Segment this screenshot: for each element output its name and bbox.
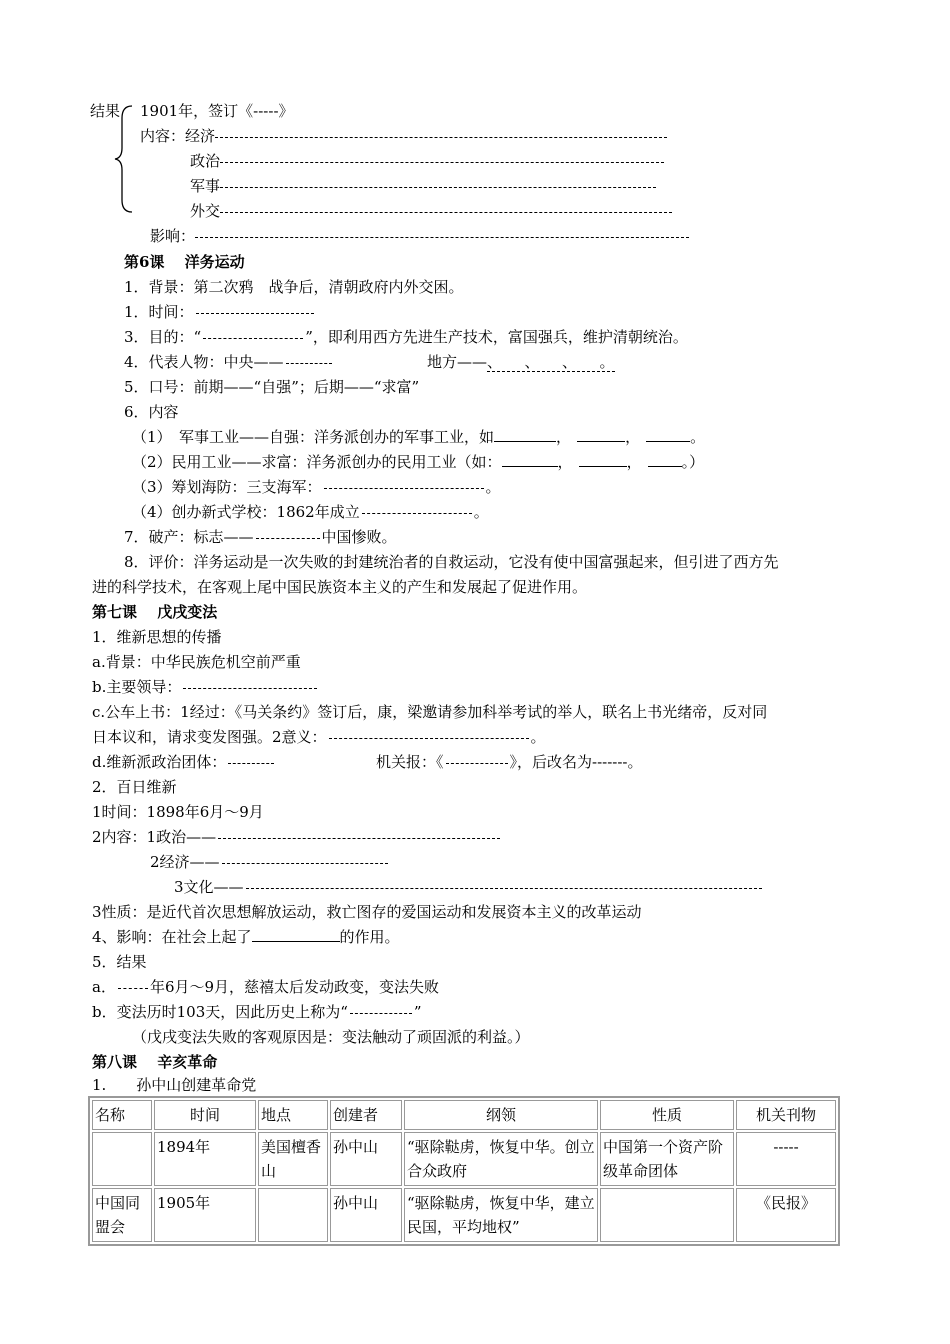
lesson7-petition-1: c.公车上书：1经过：《马关条约》签订后，康，梁邀请参加科举考试的举人，联名上书光绪帝，反对同 [92, 703, 768, 721]
petition-end: 。 [530, 728, 546, 746]
header-cell: 性质 [600, 1100, 734, 1130]
lesson7-petition-2 [92, 726, 546, 748]
lesson7-influence [92, 926, 400, 948]
leaders-label: b.主要领导： [92, 678, 182, 696]
header-cell: 地点 [258, 1100, 328, 1130]
petition-meaning-label: 日本议和，请求变发图强。2意义： [92, 728, 327, 746]
header-cell: 纲领 [404, 1100, 598, 1130]
table-cell: “驱除鞑虏，恢复中华，建立民国，平均地权” [404, 1188, 598, 1242]
purpose-label: 3．目的：“ [124, 328, 202, 346]
table-header-row [92, 1100, 836, 1130]
civ-blank-3 [648, 452, 682, 467]
influence-dash [195, 237, 689, 238]
reform-culture-blank [246, 888, 762, 889]
lesson7-nature: 3性质：是近代首次思想解放运动，救亡图存的爱国运动和发展资本主义的改革运动 [92, 903, 642, 921]
table-row [92, 1188, 836, 1242]
reform-culture-label: 3文化—— [174, 878, 244, 896]
lesson7-title: 第七课 戊戌变法 [92, 603, 218, 621]
mil-sep-2: ， [625, 428, 641, 446]
navy-end: 。 [485, 478, 501, 496]
table-cell: 孙中山 [330, 1188, 402, 1242]
school-label: （4）创办新式学校：1862年成立 [132, 503, 360, 521]
lesson7-newspaper [376, 751, 643, 773]
lesson6-content: 6．内容 [124, 403, 179, 421]
lesson7-s1: 1．维新思想的传播 [92, 628, 222, 646]
lesson6-background: 1．背景：第二次鸦 战争后，清朝政府内外交困。 [124, 278, 464, 296]
groups-blank [228, 763, 274, 764]
diplomacy-label: 外交 [190, 202, 221, 220]
civ-ind-label: （2）民用工业——求富：洋务派创办的民用工业（如： [132, 453, 502, 471]
table-row [92, 1132, 836, 1186]
table-cell: “驱除鞑虏，恢复中华。创立合众政府 [404, 1132, 598, 1186]
newspaper-label: 机关报：《 [376, 753, 444, 771]
lesson7-note: （戊戌变法失败的客观原因是：变法触动了顽固派的利益。） [132, 1028, 530, 1046]
lesson7-background: a.背景：中华民族危机空前严重 [92, 653, 301, 671]
lesson7-leaders [92, 676, 319, 698]
lesson6-eval-1: 8．评价：洋务运动是一次失败的封建统治者的自救运动，它没有使中国富强起来，但引进了西方先 [124, 553, 779, 571]
content-military-industry [132, 426, 705, 448]
reform-economy-blank [222, 863, 388, 864]
mil-blank-3 [646, 427, 690, 442]
mil-end: 。 [690, 428, 706, 446]
influence7-text: 的作用。 [339, 928, 400, 946]
table-cell: 1894年 [154, 1132, 256, 1186]
result-b-label: b．变法历时103天，因此历史上称为“ [92, 1003, 348, 1021]
reform-politics-label: 2内容：1政治—— [92, 828, 217, 846]
politics-label: 政治 [190, 152, 221, 170]
result-a-blank [118, 988, 148, 989]
petition-meaning-blank [329, 738, 529, 739]
content-diplomacy [190, 200, 672, 222]
diplomacy-dash [220, 212, 672, 213]
table-cell [600, 1188, 734, 1242]
influence7-label: 4、影响：在社会上起了 [92, 928, 252, 946]
reform-politics-blank [218, 838, 500, 839]
groups-label: d.维新派政治团体： [92, 753, 227, 771]
reform-culture [174, 876, 764, 898]
leaders-blank [183, 688, 317, 689]
table-cell: 中国第一个资产阶级革命团体 [600, 1132, 734, 1186]
politics-dash [220, 162, 664, 163]
content-civil-industry [132, 451, 704, 473]
people-local-blanks: 、 、 、 。 [487, 353, 615, 371]
result-b-blank [350, 1013, 412, 1014]
navy-label: （3）筹划海防：三支海军： [132, 478, 322, 496]
lesson7-s2: 2．百日维新 [92, 778, 177, 796]
header-cell: 名称 [92, 1100, 152, 1130]
economy-label: 内容：经济 [140, 127, 216, 145]
lesson6-eval-2: 进的科学技术，在客观上尾中国民族资本主义的产生和发展起了促进作用。 [92, 578, 588, 596]
lesson7-result-b [92, 1001, 422, 1023]
mil-ind-label: （1） 军事工业——自强：洋务派创办的军事工业，如 [132, 428, 495, 446]
content-school [132, 501, 489, 523]
lesson6-purpose [124, 326, 688, 348]
reform-economy [150, 851, 390, 873]
result-a-text: 年6月～9月，慈禧太后发动政变，变法失败 [149, 978, 440, 996]
time-blank [196, 313, 314, 314]
military-dash [220, 187, 656, 188]
content-economy [140, 125, 667, 147]
header-cell: 时间 [154, 1100, 256, 1130]
people-central-blank [286, 363, 332, 364]
lesson6-slogan: 5．口号：前期——“自强”；后期——“求富” [124, 378, 420, 396]
military-label: 军事 [190, 177, 221, 195]
school-end: 。 [473, 503, 489, 521]
mil-blank-1 [494, 427, 556, 442]
bankrupt-blank [256, 538, 320, 539]
civ-sep-2: ， [626, 453, 642, 471]
table-cell [92, 1132, 152, 1186]
newspaper-rename: 》，后改名为-------。 [509, 753, 643, 771]
header-cell: 机关刊物 [736, 1100, 836, 1130]
table-cell: 《民报》 [736, 1188, 836, 1242]
reform-politics [92, 826, 502, 848]
result-a-label: a． [92, 978, 116, 996]
civ-end: 。） [681, 453, 705, 471]
lesson8-s1: 1. 孙中山创建革命党 [92, 1076, 257, 1094]
civ-blank-2 [579, 452, 627, 467]
people-central-label: 4．代表人物：中央—— [124, 353, 284, 371]
bankrupt-label: 7．破产：标志—— [124, 528, 254, 546]
purpose-text: ”，即利用西方先进生产技术，富国强兵，维护清朝统治。 [305, 328, 688, 346]
influence7-blank [252, 927, 340, 942]
result-b-end: ” [413, 1003, 422, 1021]
content-military [190, 175, 656, 197]
civ-sep-1: ， [557, 453, 573, 471]
economy-dash [215, 137, 667, 138]
lesson7-result-a [92, 976, 439, 998]
content-navy [132, 476, 501, 498]
lesson7-groups [92, 751, 276, 773]
school-blank [362, 513, 472, 514]
time-label: 1．时间： [124, 303, 194, 321]
lesson6-bankrupt [124, 526, 397, 548]
purpose-blank [203, 338, 303, 339]
lesson6-people-local [427, 351, 615, 373]
lesson6-title: 第6课 洋务运动 [124, 253, 245, 271]
reform-economy-label: 2经济—— [150, 853, 220, 871]
table-cell: 1905年 [154, 1188, 256, 1242]
brace-icon [114, 104, 136, 214]
header-cell: 创建者 [330, 1100, 402, 1130]
table-cell: 孙中山 [330, 1132, 402, 1186]
mil-blank-2 [577, 427, 625, 442]
table-cell [258, 1188, 328, 1242]
influence-line [150, 225, 689, 247]
newspaper-blank [446, 763, 508, 764]
civ-blank-1 [502, 452, 558, 467]
lesson6-people [124, 351, 334, 373]
lesson8-title: 第八课 辛亥革命 [92, 1053, 218, 1071]
lesson7-s5: 5．结果 [92, 953, 147, 971]
people-local-label: 地方—— [427, 353, 488, 371]
result-label: 结果 [90, 102, 121, 120]
navy-blank [324, 488, 484, 489]
content-politics [190, 150, 664, 172]
bankrupt-text: 中国惨败。 [321, 528, 397, 546]
lesson6-time [124, 301, 316, 323]
table-cell: 中国同盟会 [92, 1188, 152, 1242]
table-cell: ----- [736, 1132, 836, 1186]
influence-label: 影响： [150, 227, 196, 245]
table-cell: 美国檀香山 [258, 1132, 328, 1186]
party-table [88, 1096, 840, 1246]
treaty-line: 1901年，签订《-----》 [140, 102, 294, 120]
mil-sep-1: ， [556, 428, 572, 446]
lesson7-reform-time: 1时间：1898年6月～9月 [92, 803, 264, 821]
